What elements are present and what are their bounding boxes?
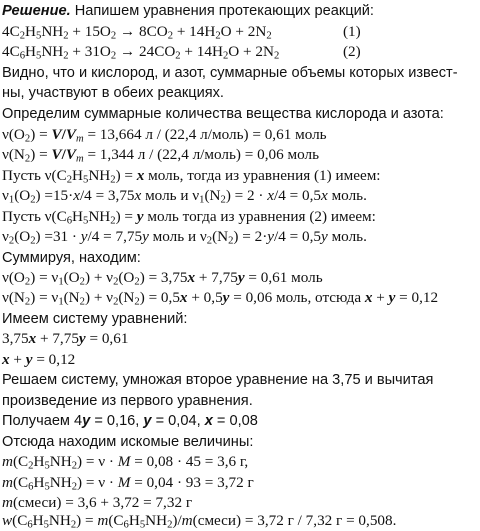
subscript: 5 <box>44 481 50 493</box>
text-run: NH <box>41 43 64 60</box>
subscript: 2 <box>273 50 280 62</box>
formula-line <box>2 474 254 492</box>
subscript: 2 <box>71 481 77 493</box>
text-run: Имеем систему уравнений: <box>2 311 188 327</box>
variable-text: m <box>2 474 13 491</box>
formula-line <box>2 289 438 307</box>
subscript: 2 <box>63 50 69 62</box>
subscript: 2 <box>19 30 26 42</box>
formula-line <box>2 167 381 185</box>
emphasis-text: x <box>179 289 188 306</box>
text-run: → 24CO <box>116 43 176 60</box>
paragraph-line <box>2 105 444 123</box>
text-run: ) + ν <box>84 289 114 306</box>
text-run: ) = ν · <box>77 474 118 491</box>
text-run: = 0,12 <box>32 351 76 368</box>
text-run: (C <box>12 512 28 529</box>
subscript: 2 <box>215 30 221 42</box>
text-run: (C <box>12 453 29 470</box>
text-run: H <box>72 167 83 184</box>
variable-text: x <box>267 187 275 204</box>
subscript: m <box>75 133 84 145</box>
text-run: = 0,04, <box>151 413 205 429</box>
emphasis-text: x <box>204 413 213 429</box>
subscript: 2 <box>113 276 119 288</box>
subscript: 2 <box>110 174 116 186</box>
subscript: 6 <box>27 519 33 531</box>
formula-line <box>2 208 376 226</box>
text-run: = 0,61 <box>85 330 129 347</box>
formula-line-result <box>2 512 396 530</box>
text-run: ) = <box>115 167 137 184</box>
text-run: NH <box>49 474 72 491</box>
text-run: ) = ν · <box>77 453 118 470</box>
variable-text: y <box>321 228 328 245</box>
subscript: 5 <box>83 215 89 227</box>
text-run: + 7,75 <box>195 269 238 286</box>
paragraph-line <box>2 64 458 82</box>
text-run: H <box>25 43 37 60</box>
text-run: H <box>72 208 83 225</box>
subscript: 2 <box>8 235 15 247</box>
text-run: (N <box>204 187 221 204</box>
paragraph-line <box>2 433 253 451</box>
emphasis-text: y <box>25 351 33 368</box>
variable-text: x <box>134 187 142 204</box>
equation-number-2: (2) <box>343 43 361 60</box>
text-run: моль, тогда из уравнения (1) имеем: <box>144 167 381 184</box>
text-run: моль тогда из уравнения (2) имеем: <box>143 208 376 225</box>
subscript: 6 <box>28 481 34 493</box>
text-run: + 31O <box>68 43 111 60</box>
text-run: (N <box>212 228 229 245</box>
subscript: 2 <box>220 194 226 206</box>
text-run: + 0,5 <box>187 289 223 306</box>
subscript: 2 <box>110 50 117 62</box>
emphasis-text: y <box>82 413 91 429</box>
emphasis-text: y <box>222 289 230 306</box>
text-run: (смеси) = 3,6 + 3,72 = 7,32 г <box>12 494 193 511</box>
text-run: + <box>372 289 389 306</box>
text-run: ) = <box>30 146 52 163</box>
text-run: = 0,08 <box>212 413 258 429</box>
text-run: + 14H <box>180 43 223 60</box>
text-run: (C <box>108 512 124 529</box>
text-run: моль. <box>327 228 367 245</box>
subscript: 5 <box>36 30 42 42</box>
text-run: O + 2N <box>220 23 267 40</box>
variable-text: M <box>117 453 131 470</box>
variable-text: m <box>97 512 109 529</box>
emphasis-text: y <box>136 208 144 225</box>
text-run: ) = 2· <box>233 228 268 245</box>
formula-line <box>2 494 192 512</box>
subscript: 2 <box>175 50 181 62</box>
emphasis-text: Решение. <box>2 3 71 19</box>
subscript: 2 <box>28 460 34 472</box>
text-run: ) = <box>30 126 52 143</box>
subscript: 5 <box>43 519 49 531</box>
paragraph-line <box>2 371 433 389</box>
text-run: Пусть ν(C <box>2 208 67 225</box>
formula-line <box>2 269 323 287</box>
emphasis-text: y <box>143 413 152 429</box>
formula-line-nitrogen-amount <box>2 146 319 164</box>
text-run: → 8CO <box>116 23 168 40</box>
text-run: моль. <box>327 187 367 204</box>
text-run: = 0,61 моль <box>244 269 323 286</box>
subscript: 5 <box>36 50 42 62</box>
text-run: ны, участвуют в обеих реакциях. <box>2 85 224 101</box>
subscript: 1 <box>58 296 64 308</box>
text-run: ν(N <box>2 289 25 306</box>
emphasis-text: x <box>136 167 145 184</box>
variable-text: y <box>142 228 149 245</box>
text-run: ) + ν <box>84 269 114 286</box>
emphasis-text: x <box>28 330 37 347</box>
text-run: моль и ν <box>141 187 200 204</box>
text-run: /4 = 3,75 <box>79 187 135 204</box>
text-run: NH <box>41 23 64 40</box>
text-run: Видно, что и кислород, и азот, суммарные объемы которых извест- <box>2 65 458 81</box>
formula-line-oxygen-amount <box>2 126 327 144</box>
variable-text: m <box>2 453 13 470</box>
solution-heading-line <box>2 2 374 20</box>
text-run: /4 = 0,5 <box>274 187 322 204</box>
subscript: 2 <box>24 276 31 288</box>
emphasis-text: V <box>51 126 62 143</box>
text-run: NH <box>88 167 111 184</box>
text-run: ) = 2 · <box>225 187 268 204</box>
text-run: = 0,12 <box>395 289 439 306</box>
text-run: произведение из первого уравнения. <box>2 393 253 409</box>
text-run: ν <box>2 187 9 204</box>
subscript: 2 <box>228 235 234 247</box>
text-run: NH <box>88 208 111 225</box>
variable-text: m <box>181 512 193 529</box>
variable-text: m <box>2 494 13 511</box>
subscript: 2 <box>113 296 119 308</box>
subscript: 6 <box>123 519 129 531</box>
subscript: 2 <box>66 174 73 186</box>
variable-text: y <box>267 228 275 245</box>
text-run: /4 = 7,75 <box>87 228 143 245</box>
variable-text: x <box>73 187 80 204</box>
text-run: + 14H <box>173 23 216 40</box>
subscript: 1 <box>199 194 205 206</box>
emphasis-text: V <box>65 126 76 143</box>
text-run: (N <box>118 289 135 306</box>
subscript: 2 <box>167 519 173 531</box>
text-run: + <box>9 351 26 368</box>
operator-text: / <box>61 126 66 143</box>
subscript: 2 <box>266 30 272 42</box>
text-run: H <box>32 512 44 529</box>
text-run: )/ <box>172 512 182 529</box>
formula-line <box>2 453 248 471</box>
text-run: H <box>33 474 45 491</box>
text-run: (O <box>14 187 31 204</box>
emphasis-text: x <box>187 269 196 286</box>
text-run: = 0,04 · 93 = 3,72 г <box>130 474 254 491</box>
text-run: Суммируя, находим: <box>2 250 141 266</box>
system-equation-1 <box>2 330 128 348</box>
subscript: 5 <box>139 519 146 531</box>
text-run: Решаем систему, умножая второе уравнение на 3,75 и вычитая <box>2 372 434 388</box>
text-run: H <box>128 512 140 529</box>
system-equation-2 <box>2 351 75 369</box>
text-run: NH <box>48 512 71 529</box>
text-run: (C <box>12 474 29 491</box>
subscript: 2 <box>79 276 85 288</box>
text-run: + 7,75 <box>36 330 79 347</box>
formula-line <box>2 187 367 205</box>
subscript: 6 <box>66 215 73 227</box>
subscript: 2 <box>71 460 77 472</box>
subscript: 2 <box>63 30 69 42</box>
text-run: 4C <box>2 23 20 40</box>
text-run: ) =31 · <box>35 228 81 245</box>
subscript: 2 <box>167 30 174 42</box>
text-run: ) = <box>115 208 137 225</box>
text-run: 3,75 <box>2 330 29 347</box>
formula-line <box>2 228 367 246</box>
variable-text: M <box>117 474 131 491</box>
text-run: 4C <box>2 43 20 60</box>
subscript: 1 <box>58 276 64 288</box>
subscript: 2 <box>24 296 31 308</box>
subscript: 2 <box>79 296 85 308</box>
text-run: O + 2N <box>228 43 274 60</box>
text-run: = 0,08 · 45 = 3,6 г, <box>130 453 249 470</box>
reaction-equation-2 <box>2 43 279 61</box>
emphasis-text: y <box>78 330 86 347</box>
subscript: 2 <box>30 194 36 206</box>
emphasis-text: y <box>237 269 245 286</box>
emphasis-text: V <box>65 146 76 163</box>
paragraph-line <box>2 249 141 267</box>
text-run: /4 = 0,5 <box>274 228 322 245</box>
reaction-equation-1 <box>2 23 272 41</box>
text-run: Отсюда находим искомые величины: <box>2 434 254 450</box>
paragraph-line <box>2 412 258 430</box>
paragraph-line <box>2 84 224 102</box>
emphasis-text: x <box>2 351 10 368</box>
text-run: Получаем 4 <box>2 413 83 429</box>
paragraph-line <box>2 310 188 328</box>
text-run: ) = 3,75 <box>139 269 188 286</box>
text-run: ν <box>2 228 9 245</box>
subscript: 2 <box>30 235 36 247</box>
subscript: 2 <box>70 519 77 531</box>
subscript: 2 <box>134 276 140 288</box>
text-run: ν(N <box>2 146 25 163</box>
operator-text: / <box>61 146 66 163</box>
subscript: 2 <box>24 153 31 165</box>
text-run: моль и ν <box>148 228 207 245</box>
text-run: = 1,344 л / (22,4 л/моль) = 0,06 моль <box>83 146 320 163</box>
text-run: H <box>25 23 37 40</box>
text-run: ) = ν <box>30 289 59 306</box>
subscript: 2 <box>134 296 140 308</box>
text-run: = 13,664 л / (22,4 л/моль) = 0,61 моль <box>83 126 327 143</box>
text-run: = 0,06 моль, отсюда <box>229 289 365 306</box>
subscript: 6 <box>19 50 26 62</box>
paragraph-line <box>2 392 253 410</box>
text-run: ) =15· <box>35 187 74 204</box>
subscript: 1 <box>8 194 15 206</box>
text-run: = 0,16, <box>90 413 144 429</box>
text-run: ) = <box>76 512 98 529</box>
text-run: + 15O <box>68 23 111 40</box>
text-run: ) = 0,5 <box>139 289 180 306</box>
text-run: (O <box>118 269 135 286</box>
emphasis-text: x <box>364 289 373 306</box>
text-run: ν(O <box>2 126 25 143</box>
subscript: 2 <box>110 30 117 42</box>
text-run: (O <box>14 228 31 245</box>
text-run: H <box>33 453 45 470</box>
text-run: ) = ν <box>30 269 59 286</box>
subscript: 5 <box>44 460 50 472</box>
emphasis-text: V <box>51 146 62 163</box>
variable-text: w <box>2 512 13 529</box>
text-run: (O <box>63 269 80 286</box>
text-run: (N <box>63 289 80 306</box>
text-run: Определим суммарные количества вещества кислорода и азота: <box>2 106 444 122</box>
variable-text: x <box>321 187 328 204</box>
subscript: 5 <box>83 174 89 186</box>
text-run: NH <box>145 512 168 529</box>
text-run: Пусть ν(C <box>2 167 67 184</box>
text-run: NH <box>49 453 72 470</box>
subscript: 2 <box>24 133 31 145</box>
variable-text: y <box>80 228 88 245</box>
text-run: ν(O <box>2 269 25 286</box>
emphasis-text: y <box>388 289 396 306</box>
subscript: m <box>75 153 84 165</box>
subscript: 2 <box>222 50 229 62</box>
text-run: Напишем уравнения протекающих реакций: <box>70 3 374 19</box>
subscript: 2 <box>110 215 116 227</box>
equation-number-1: (1) <box>343 23 361 40</box>
subscript: 2 <box>206 235 213 247</box>
text-run: (смеси) = 3,72 г / 7,32 г = 0,508. <box>192 512 397 529</box>
